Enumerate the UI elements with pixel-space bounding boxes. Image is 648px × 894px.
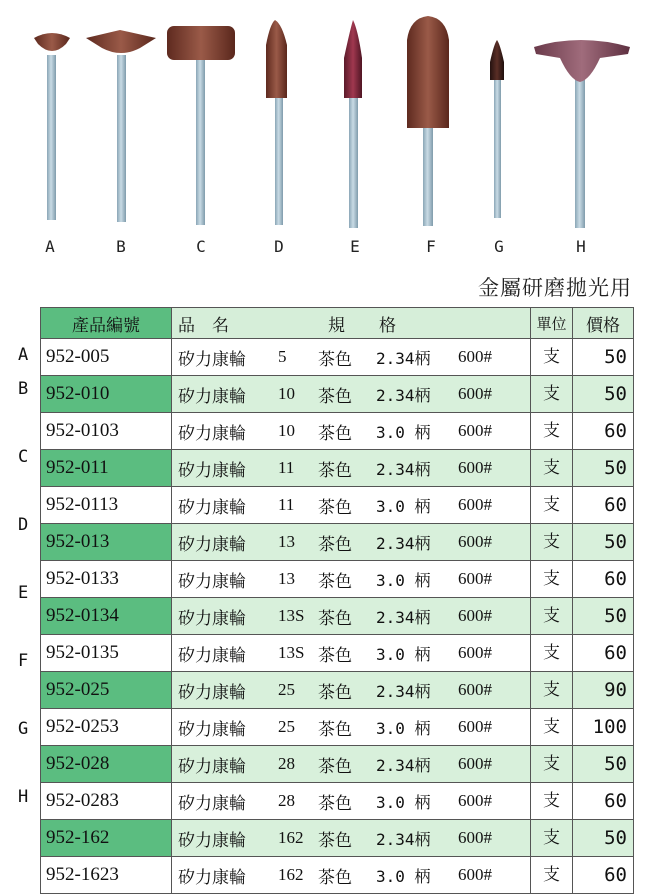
price-cell: 50: [573, 820, 634, 857]
product-color: 茶色: [318, 571, 352, 592]
table-row: [41, 672, 634, 709]
product-code-cell: 952-025: [41, 672, 172, 709]
tool-label-a: A: [45, 237, 55, 256]
tool-label-b: B: [116, 237, 126, 256]
product-code-cell: 952-028: [41, 746, 172, 783]
product-size: 25: [278, 680, 295, 699]
price-cell: 60: [573, 487, 634, 524]
product-grit: 600#: [458, 532, 492, 551]
product-shank: 2.34柄: [376, 385, 431, 405]
price-cell: 50: [573, 598, 634, 635]
tool-d-image: [266, 20, 287, 225]
row-letter: F: [18, 651, 29, 671]
table-row: [41, 783, 634, 820]
row-letter: D: [18, 515, 29, 535]
product-size: 11: [278, 495, 295, 514]
product-code-cell: 952-162: [41, 820, 172, 857]
spec-cell: [172, 598, 531, 635]
product-shank: 2.34柄: [376, 459, 431, 479]
row-letter: A: [18, 345, 29, 365]
product-size: 5: [278, 347, 287, 366]
header-price: 價格: [573, 308, 634, 339]
product-code-cell: 952-0113: [41, 487, 172, 524]
unit-cell: 支: [531, 450, 573, 487]
price-cell: 60: [573, 413, 634, 450]
product-size: 13: [278, 532, 295, 551]
unit-cell: 支: [531, 857, 573, 894]
price-cell: 60: [573, 783, 634, 820]
product-shank: 3.0 柄: [376, 718, 431, 738]
unit-cell: 支: [531, 783, 573, 820]
product-color: 茶色: [318, 756, 352, 777]
row-letter: E: [18, 583, 29, 603]
tool-label-h: H: [576, 237, 586, 256]
product-grit: 600#: [458, 458, 492, 477]
product-size: 162: [278, 865, 304, 884]
product-color: 茶色: [318, 423, 352, 444]
price-cell: 50: [573, 450, 634, 487]
product-color: 茶色: [318, 386, 352, 407]
product-color: 茶色: [318, 645, 352, 666]
product-grit: 600#: [458, 791, 492, 810]
product-color: 茶色: [318, 719, 352, 740]
spec-cell: [172, 857, 531, 894]
product-color: 茶色: [318, 497, 352, 518]
price-cell: 50: [573, 339, 634, 376]
table-row: [41, 820, 634, 857]
price-table-wrapper: [40, 307, 633, 894]
product-name: 矽力康輪: [178, 386, 246, 407]
tool-e-image: [344, 20, 362, 228]
spec-cell: [172, 487, 531, 524]
tool-label-f: F: [426, 237, 436, 256]
tool-a-image: [34, 33, 70, 220]
unit-cell: 支: [531, 635, 573, 672]
product-size: 11: [278, 458, 295, 477]
header-name-spec: [172, 308, 531, 339]
product-shank: 2.34柄: [376, 348, 431, 368]
unit-cell: 支: [531, 339, 573, 376]
product-grit: 600#: [458, 680, 492, 699]
table-row: [41, 561, 634, 598]
product-grit: 600#: [458, 421, 492, 440]
product-grit: 600#: [458, 569, 492, 588]
product-shank: 3.0 柄: [376, 866, 431, 886]
product-code-cell: 952-0103: [41, 413, 172, 450]
product-grit: 600#: [458, 865, 492, 884]
product-size: 28: [278, 791, 295, 810]
product-color: 茶色: [318, 830, 352, 851]
product-name: 矽力康輪: [178, 349, 246, 370]
spec-cell: [172, 746, 531, 783]
unit-cell: 支: [531, 820, 573, 857]
product-color: 茶色: [318, 460, 352, 481]
product-name: 矽力康輪: [178, 756, 246, 777]
unit-cell: 支: [531, 487, 573, 524]
spec-cell: [172, 709, 531, 746]
product-shank: 2.34柄: [376, 681, 431, 701]
product-color: 茶色: [318, 682, 352, 703]
product-grit: 600#: [458, 347, 492, 366]
tool-c-image: [167, 26, 235, 225]
table-row: [41, 450, 634, 487]
table-body: [41, 339, 634, 894]
product-code-cell: 952-0283: [41, 783, 172, 820]
product-grit: 600#: [458, 643, 492, 662]
product-size: 162: [278, 828, 304, 847]
price-cell: 60: [573, 635, 634, 672]
price-cell: 50: [573, 376, 634, 413]
row-letter: B: [18, 379, 29, 399]
price-cell: 50: [573, 524, 634, 561]
tool-b-image: [86, 30, 156, 222]
table-row: [41, 709, 634, 746]
product-shank: 2.34柄: [376, 607, 431, 627]
product-name: 矽力康輪: [178, 793, 246, 814]
header-unit: 單位: [531, 308, 573, 339]
product-shank: 2.34柄: [376, 533, 431, 553]
product-name: 矽力康輪: [178, 867, 246, 888]
spec-cell: [172, 339, 531, 376]
spec-cell: [172, 561, 531, 598]
price-cell: 50: [573, 746, 634, 783]
product-shank: 3.0 柄: [376, 422, 431, 442]
price-cell: 100: [573, 709, 634, 746]
product-name: 矽力康輪: [178, 460, 246, 481]
product-size: 28: [278, 754, 295, 773]
product-code-cell: 952-0253: [41, 709, 172, 746]
product-size: 13: [278, 569, 295, 588]
spec-cell: [172, 524, 531, 561]
header-specification: 規 格: [328, 315, 396, 336]
tool-illustrations: [0, 0, 648, 265]
table-row: [41, 524, 634, 561]
tool-label-c: C: [196, 237, 206, 256]
product-shank: 3.0 柄: [376, 792, 431, 812]
product-code-cell: 952-011: [41, 450, 172, 487]
unit-cell: 支: [531, 672, 573, 709]
spec-cell: [172, 413, 531, 450]
table-row: [41, 857, 634, 894]
tool-g-image: [490, 40, 504, 218]
product-color: 茶色: [318, 793, 352, 814]
product-grit: 600#: [458, 828, 492, 847]
table-row: [41, 598, 634, 635]
header-product-name: 品 名: [178, 315, 229, 336]
price-cell: 90: [573, 672, 634, 709]
table-row: [41, 487, 634, 524]
product-name: 矽力康輪: [178, 571, 246, 592]
unit-cell: 支: [531, 524, 573, 561]
header-product-code: 產品編號: [41, 308, 172, 339]
product-code-cell: 952-005: [41, 339, 172, 376]
unit-cell: 支: [531, 561, 573, 598]
product-grit: 600#: [458, 606, 492, 625]
table-header-row: [41, 308, 634, 339]
tool-label-d: D: [274, 237, 284, 256]
product-grit: 600#: [458, 384, 492, 403]
product-size: 10: [278, 421, 295, 440]
spec-cell: [172, 672, 531, 709]
product-grit: 600#: [458, 495, 492, 514]
unit-cell: 支: [531, 746, 573, 783]
table-row: [41, 376, 634, 413]
product-size: 25: [278, 717, 295, 736]
row-letter: G: [18, 719, 29, 739]
spec-cell: [172, 783, 531, 820]
product-code-cell: 952-013: [41, 524, 172, 561]
unit-cell: 支: [531, 709, 573, 746]
table-row: [41, 413, 634, 450]
tool-f-image: [407, 16, 449, 226]
product-shank: 3.0 柄: [376, 644, 431, 664]
product-code-cell: 952-0133: [41, 561, 172, 598]
tool-label-g: G: [494, 237, 504, 256]
product-color: 茶色: [318, 534, 352, 555]
product-name: 矽力康輪: [178, 830, 246, 851]
tool-label-e: E: [350, 237, 360, 256]
unit-cell: 支: [531, 598, 573, 635]
unit-cell: 支: [531, 376, 573, 413]
spec-cell: [172, 450, 531, 487]
product-shank: 2.34柄: [376, 829, 431, 849]
polishing-tools-image: [0, 0, 648, 235]
row-letter: H: [18, 787, 29, 807]
product-color: 茶色: [318, 349, 352, 370]
row-letter: C: [18, 447, 29, 467]
product-size: 13S: [278, 606, 305, 625]
product-name: 矽力康輪: [178, 534, 246, 555]
product-name: 矽力康輪: [178, 608, 246, 629]
table-row: [41, 339, 634, 376]
tool-h-image: [534, 40, 630, 228]
table-row: [41, 635, 634, 672]
unit-cell: 支: [531, 413, 573, 450]
spec-cell: [172, 820, 531, 857]
product-color: 茶色: [318, 608, 352, 629]
spec-cell: [172, 635, 531, 672]
product-code-cell: 952-0134: [41, 598, 172, 635]
price-cell: 60: [573, 857, 634, 894]
catalog-caption: 金屬研磨拋光用: [478, 276, 632, 300]
product-name: 矽力康輪: [178, 497, 246, 518]
product-grit: 600#: [458, 754, 492, 773]
price-cell: 60: [573, 561, 634, 598]
product-name: 矽力康輪: [178, 719, 246, 740]
product-shank: 2.34柄: [376, 755, 431, 775]
product-name: 矽力康輪: [178, 423, 246, 444]
price-table: [40, 307, 634, 894]
product-code-cell: 952-0135: [41, 635, 172, 672]
product-name: 矽力康輪: [178, 682, 246, 703]
product-size: 10: [278, 384, 295, 403]
table-row: [41, 746, 634, 783]
product-shank: 3.0 柄: [376, 496, 431, 516]
product-shank: 3.0 柄: [376, 570, 431, 590]
product-code-cell: 952-010: [41, 376, 172, 413]
product-name: 矽力康輪: [178, 645, 246, 666]
product-code-cell: 952-1623: [41, 857, 172, 894]
product-color: 茶色: [318, 867, 352, 888]
product-size: 13S: [278, 643, 305, 662]
product-grit: 600#: [458, 717, 492, 736]
spec-cell: [172, 376, 531, 413]
